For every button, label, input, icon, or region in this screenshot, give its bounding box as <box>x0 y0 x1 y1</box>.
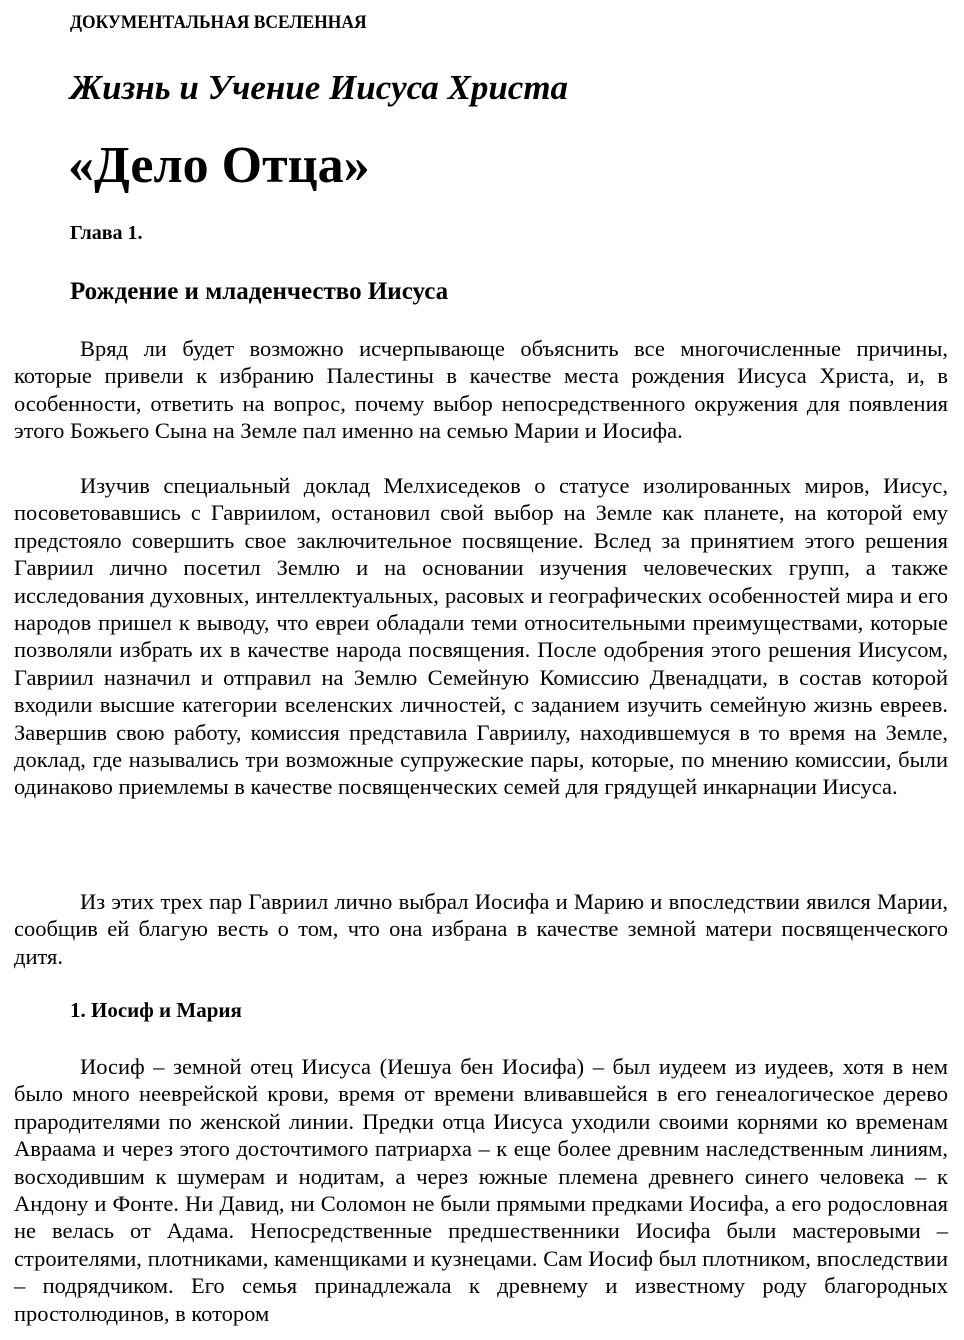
paragraph: Из этих трех пар Гавриил лично выбрал Иосифа и Марию и впоследствии явился Марии, сообщив ей благую весть о том, что она избрана в качестве земной матери посвященческого дитя. <box>14 889 948 969</box>
series-heading: ДОКУМЕНТАЛЬНАЯ ВСЕЛЕННАЯ <box>70 12 367 33</box>
chapter-title: Рождение и младенчество Иисуса <box>70 278 449 305</box>
document-title: «Дело Отца» <box>68 137 370 194</box>
paragraph: Иосиф – земной отец Иисуса (Иешуа бен Иосифа) – был иудеем из иудеев, хотя в нем было много нееврейской крови, время от времени вливавшейся в его генеалогическое дерево прародителями по женской линии. Предки отца Иисуса уходили своими корнями ко временам Авраама и через этого досточтимого патриарха – к еще более древним наследственным линиям, восходившим к шумерам и нодитам, а через южные племена древнего синего человека – к Андону и Фонте. Ни Давид, ни Соломон не были прямыми предками Иосифа, а его родословная не велась от Адама. Непосредственные предшественники Иосифа были мастеровыми – строителями, плотниками, каменщиками и кузнецами. Сам Иосиф был плотником, впоследствии – подрядчиком. Его семья принадлежала к древнему и известному роду благородных простолюдинов, в котором <box>14 1054 948 1326</box>
chapter-number: Глава 1. <box>70 222 143 244</box>
section-heading: 1. Иосиф и Мария <box>70 998 242 1022</box>
paragraph: Вряд ли будет возможно исчерпывающе объяснить все многочисленные причины, которые привели к избранию Палестины в качестве места рождения Иисуса Христа, и, в особенности, ответить на вопрос, почему выбор непосредственного окружения для появления этого Божьего Сына на Земле пал именно на семью Марии и Иосифа. <box>14 336 948 444</box>
book-title: Жизнь и Учение Иисуса Христа <box>70 68 569 107</box>
paragraph: Изучив специальный доклад Мелхиседеков о статусе изолированных миров, Иисус, посоветовавшись с Гавриилом, остановил свой выбор на Земле как планете, на которой ему предстояло совершить свое заключительное посвящение. Вслед за принятием этого решения Гавриил лично посетил Землю и на основании изучения человеческих групп, а также исследования духовных, интеллектуальных, расовых и географических особенностей мира и его народов пришел к выводу, что евреи обладали теми относительными преимуществами, которые позволяли избрать их в качестве народа посвящения. После одобрения этого решения Иисусом, Гавриил назначил и отправил на Землю Семейную Комиссию Двенадцати, в состав которой входили высшие категории вселенских личностей, с заданием изучить семейную жизнь евреев. Завершив свою работу, комиссия представила Гавриилу, находившемуся в то время на Земле, доклад, где назывались три возможные супружеские пары, которые, по мнению комиссии, были одинаково приемлемы в качестве посвященческих семей для грядущей инкарнации Иисуса. <box>14 473 948 800</box>
